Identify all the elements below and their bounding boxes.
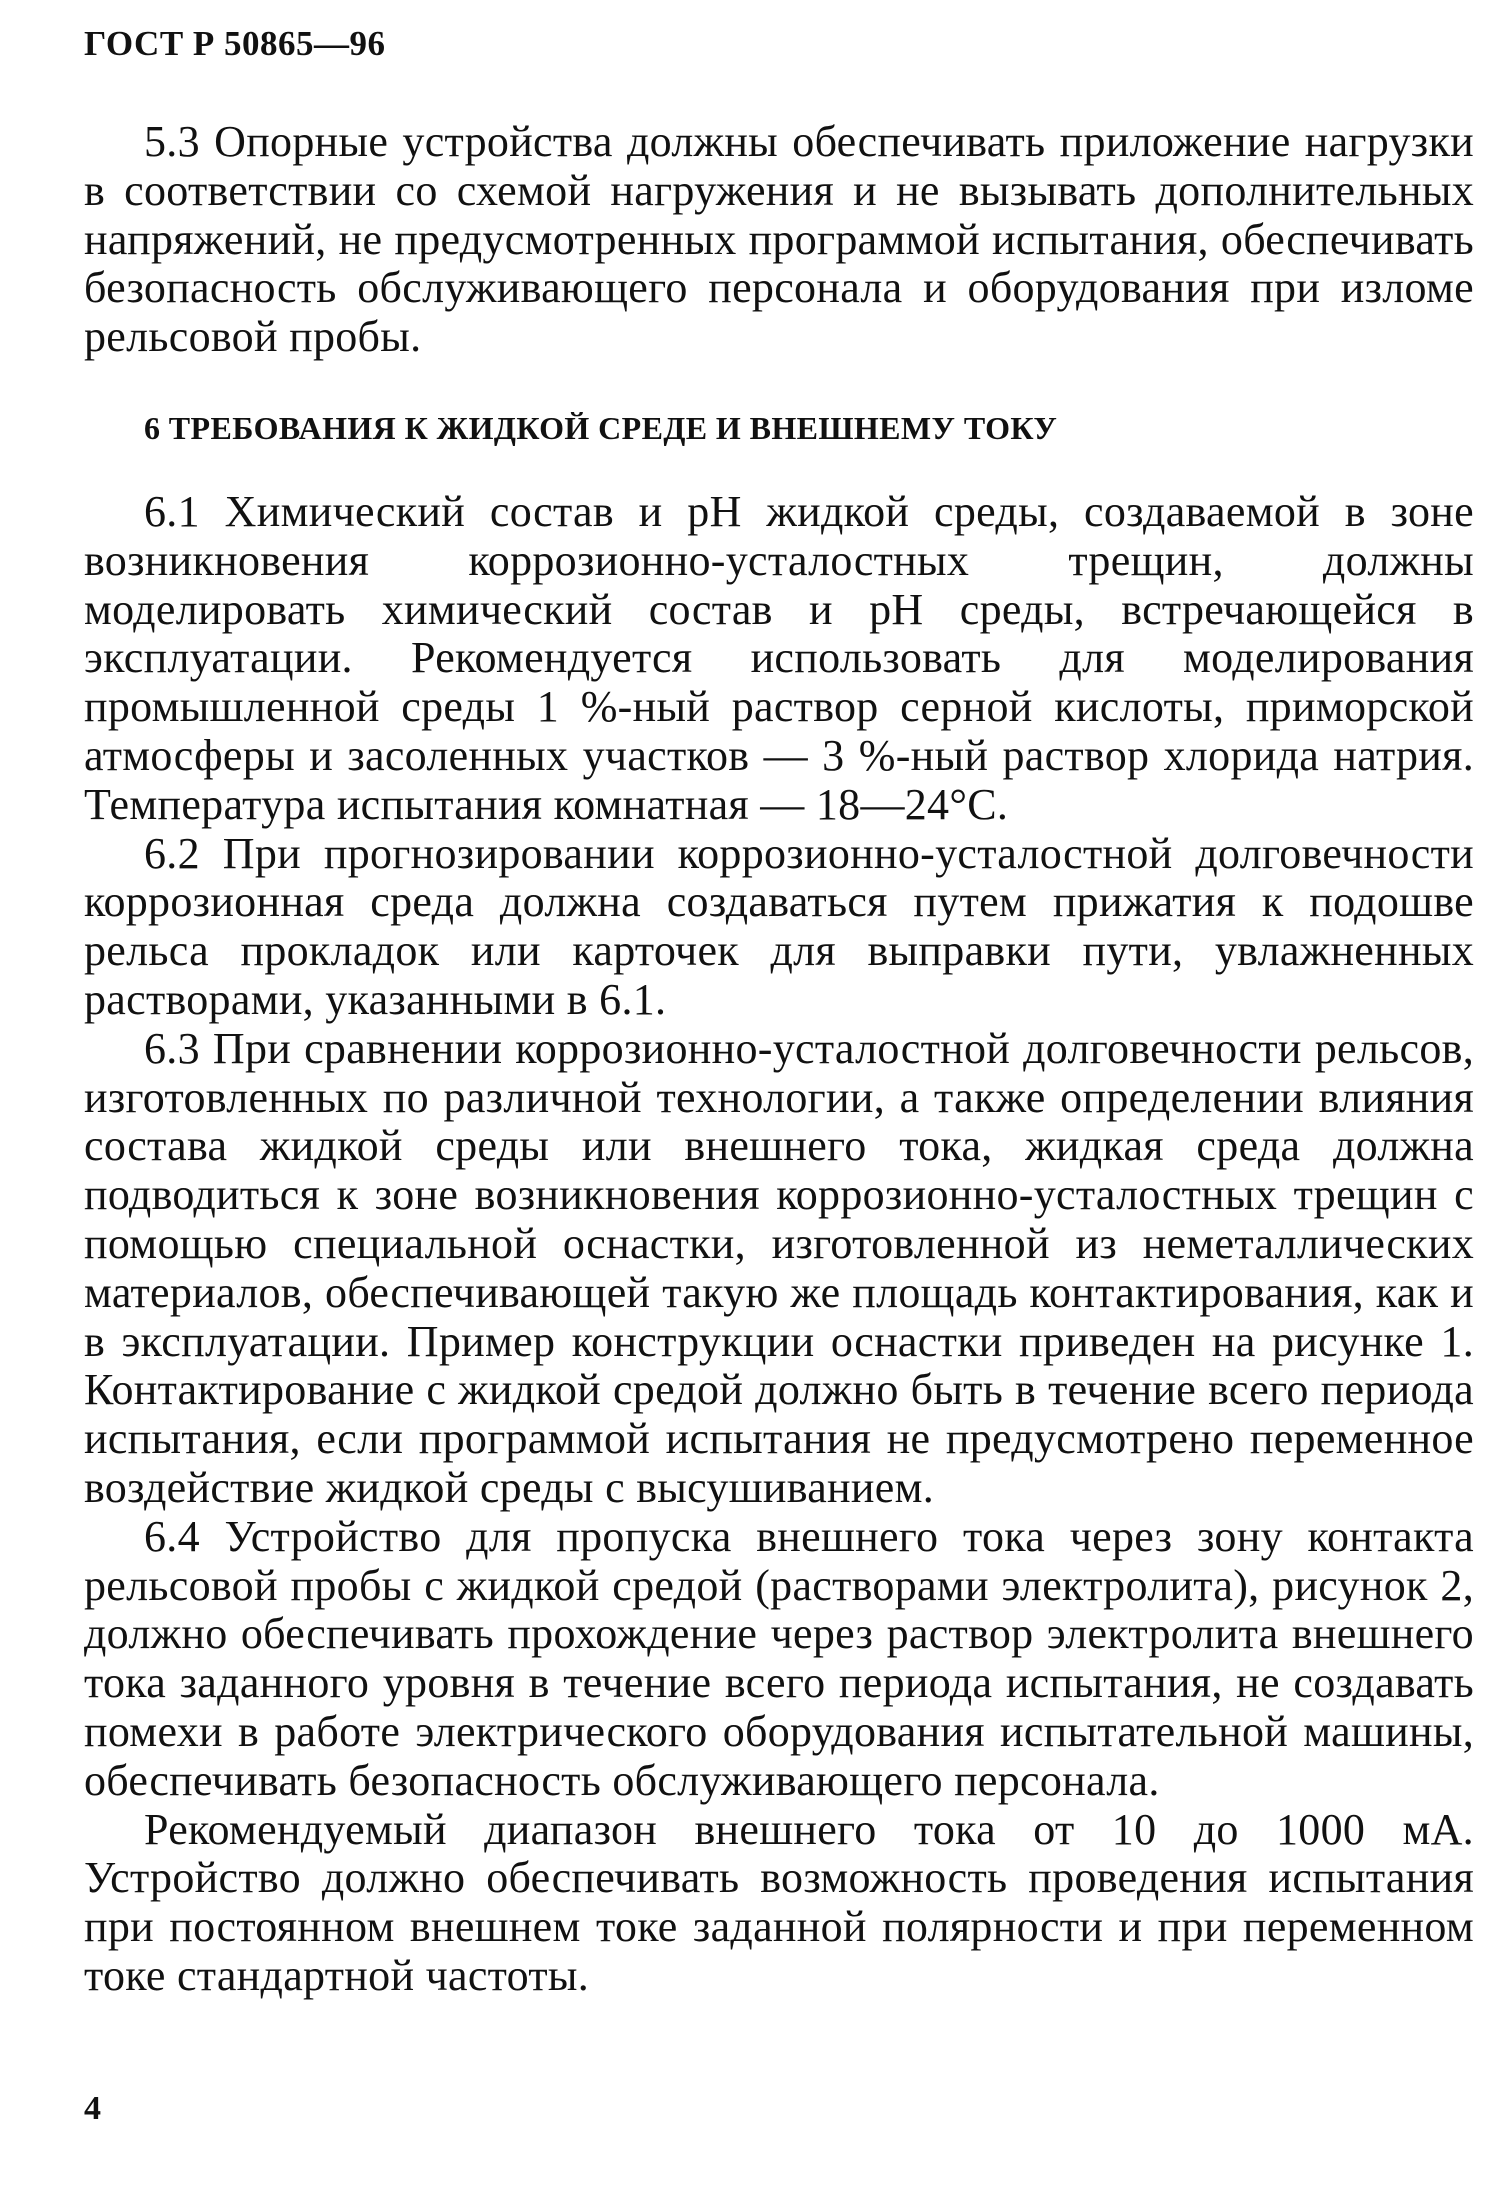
paragraph-6-4: 6.4 Устройство для пропуска внешнего тока через зону контакта рельсовой пробы с жидкой средой (растворами электролита), рисунок 2, должно обеспечивать прохождение через раствор электролита внешнего тока заданного уровня в течение всего периода испытания, не создавать помехи в работе электрического оборудования испытательной машины, обеспечивать безопасность обслуживающего персонала.	[84, 1511, 1474, 1805]
page-number: 4	[84, 2090, 101, 2127]
section-6-heading: 6 ТРЕБОВАНИЯ К ЖИДКОЙ СРЕДЕ И ВНЕШНЕМУ ТОКУ	[144, 409, 1058, 446]
document-body	[84, 118, 1474, 2001]
paragraph-6-4-continuation: Рекомендуемый диапазон внешнего тока от 10 до 1000 мА. Устройство должно обеспечивать возможность проведения испытания при постоянном внешнем токе заданной полярности и при переменном токе стандартной частоты.	[84, 1804, 1474, 2000]
paragraph-6-1: 6.1 Химический состав и рН жидкой среды, создаваемой в зоне возникновения коррозионно-усталостных трещин, должны моделировать химический состав и рН среды, встречающейся в эксплуатации. Рекомендуется использовать для моделирования промышленной среды 1 %-ный раствор серной кислоты, приморской атмосферы и засоленных участков — 3 %-ный раствор хлорида натрия. Температура испытания комнатная — 18—24°С.	[84, 486, 1474, 829]
paragraph-5-3: 5.3 Опорные устройства должны обеспечивать приложение нагрузки в соответствии со схемой нагружения и не вызывать дополнительных напряжений, не предусмотренных программой испытания, обеспечивать безопасность обслуживающего персонала и оборудования при изломе рельсовой пробы.	[84, 117, 1474, 362]
paragraph-6-3: 6.3 При сравнении коррозионно-усталостной долговечности рельсов, изготовленных по различной технологии, а также определении влияния состава жидкой среды или внешнего тока, жидкая среда должна подводиться к зоне возникновения коррозионно-усталостных трещин с помощью специальной оснастки, изготовленной из неметаллических материалов, обеспечивающей такую же площадь контактирования, как и в эксплуатации. Пример конструкции оснастки приведен на рисунке 1. Контактирование с жидкой средой должно быть в течение всего периода испытания, если программой испытания не предусмотрено переменное воздействие жидкой среды с высушиванием.	[84, 1023, 1474, 1512]
paragraph-6-2: 6.2 При прогнозировании коррозионно-усталостной долговечности коррозионная среда должна создаваться путем прижатия к подошве рельса прокладок или карточек для выправки пути, увлажненных растворами, указанными в 6.1.	[84, 828, 1474, 1024]
standard-code-header: ГОСТ Р 50865—96	[84, 24, 386, 63]
